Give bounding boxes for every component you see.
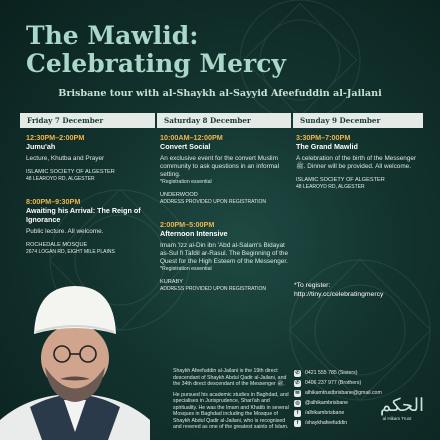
event-description: Lecture, Khutba and Prayer <box>26 155 105 162</box>
registration-note: *Registration essential <box>160 266 212 272</box>
event-name: The Grand Mawlid <box>296 142 358 151</box>
saturday-column <box>160 133 288 304</box>
contact-item[interactable] <box>294 378 382 388</box>
event-time: 3:30PM–7:00PM <box>296 133 351 142</box>
venue-address: ADDRESS PROVIDED UPON REGISTRATION <box>160 199 267 205</box>
event-afternoon-intensive <box>160 220 288 293</box>
facebook-icon: f <box>294 420 301 427</box>
event-name: Afternoon Intensive <box>160 229 228 238</box>
event-time: 8:00PM–9:30PM <box>26 197 81 206</box>
title-line-1: The Mawlid: <box>26 21 199 50</box>
sunday-column <box>296 133 420 202</box>
contact-text: 0421 555 785 (Sisters) <box>305 369 358 376</box>
event-venue <box>160 192 288 206</box>
event-venue <box>26 242 151 256</box>
contact-item[interactable] <box>294 388 382 398</box>
shaykh-biography <box>173 368 291 435</box>
contact-item[interactable] <box>294 398 382 408</box>
event-awaiting-arrival <box>26 197 151 256</box>
phone-icon: ✆ <box>295 369 300 376</box>
facebook-icon: f <box>294 410 301 417</box>
contact-item[interactable] <box>294 418 382 428</box>
title-line-2: Celebrating Mercy <box>26 49 286 78</box>
al-hikam-logo <box>380 395 425 421</box>
event-convert-social <box>160 133 288 206</box>
contact-text: /alhikambrisbane <box>305 409 345 416</box>
logo-mark: الحكم <box>380 395 425 416</box>
event-grand-mawlid <box>296 133 420 191</box>
event-name: Jumu'ah <box>26 142 56 151</box>
day-header-sunday: Sunday 9 December <box>293 113 423 128</box>
mail-icon: ✉ <box>295 389 300 396</box>
register-info <box>294 281 383 299</box>
contact-text: /shaykhafeefuddin <box>305 419 348 426</box>
day-header-saturday: Saturday 8 December <box>157 113 291 128</box>
venue-address: 48 LEAROYD RD, ALGESTER <box>296 184 365 190</box>
bio-paragraph: He pursued his academic studies in Baghdad, and specialises in Jurisprudence, Shari'ah and spirituality. He was the Imam and Khatib in several Mosques in Baghdad including the Mosque of Shaykh Abdul Qadir al-Jailani, who is recognised and revered as one of the greatest saints of Islam. <box>173 391 289 430</box>
venue-address: 48 LEAROYD RD, ALGESTER <box>26 176 95 182</box>
event-name: Convert Social <box>160 142 211 151</box>
event-venue <box>26 169 151 183</box>
venue-name: ISLAMIC SOCIETY OF ALGESTER <box>26 169 115 175</box>
venue-name: UNDERWOOD <box>160 192 198 198</box>
venue-name: KURABY <box>160 279 184 285</box>
register-link[interactable]: http://tiny.cc/celebratingmercy <box>294 291 384 298</box>
phone-icon: ✆ <box>295 379 300 386</box>
event-description: A celebration of the birth of the Messenger ﷺ. Dinner will be provided. All welcome. <box>296 155 417 170</box>
bio-paragraph: Shaykh Afeefuddin al-Jailani is the 19th direct descendant of Shaykh Abdul Qadir al-Jailani, and the 34th direct descendant of the Messenger ﷺ. <box>173 368 287 387</box>
venue-name: ROCHEDALE MOSQUE <box>26 242 88 248</box>
friday-column <box>26 133 151 267</box>
event-description: An exclusive event for the convert Muslim community to ask questions in an informal setting. <box>160 155 279 178</box>
subtitle: Brisbane tour with al-Shaykh al-Sayyid Afeefuddin al-Jailani <box>58 88 382 99</box>
page-title <box>26 22 286 78</box>
logo-text: al Hikam Trust <box>382 416 412 421</box>
event-time: 12:30PM–2:00PM <box>26 133 85 142</box>
contact-text: @alhikambrisbane <box>305 399 349 406</box>
event-jumuah <box>26 133 151 183</box>
event-name: Awaiting his Arrival: The Reign of Ignorance <box>26 206 141 224</box>
event-venue <box>160 279 288 293</box>
shaykh-portrait <box>0 282 150 440</box>
contact-list <box>294 368 382 428</box>
event-description: Public lecture. All welcome. <box>26 228 104 235</box>
register-label: *To register: <box>294 282 331 289</box>
venue-address: ADDRESS PROVIDED UPON REGISTRATION <box>160 286 267 292</box>
contact-text: 0406 237 977 (Brothers) <box>305 379 362 386</box>
event-time: 2:00PM–5:00PM <box>160 220 215 229</box>
contact-item[interactable] <box>294 408 382 418</box>
event-description: Imam 'Izz al-Din ibn 'Abd al-Salam's Bidayat as-Sul fi Tafdil ar-Rasul. The Beginning of the Quest for the High Esteem of the Messenger. <box>160 242 289 265</box>
instagram-icon: ◎ <box>295 399 300 406</box>
event-venue <box>296 177 420 191</box>
contact-text: alhikamtrustbrisbane@gmail.com <box>305 389 382 396</box>
registration-note: *Registration essential <box>160 179 212 185</box>
event-time: 10:00AM–12:00PM <box>160 133 223 142</box>
venue-address: 2674 LOGAN RD, EIGHT MILE PLAINS <box>26 249 115 255</box>
day-header-friday: Friday 7 December <box>20 113 155 128</box>
contact-item[interactable] <box>294 368 382 378</box>
venue-name: ISLAMIC SOCIETY OF ALGESTER <box>296 177 385 183</box>
